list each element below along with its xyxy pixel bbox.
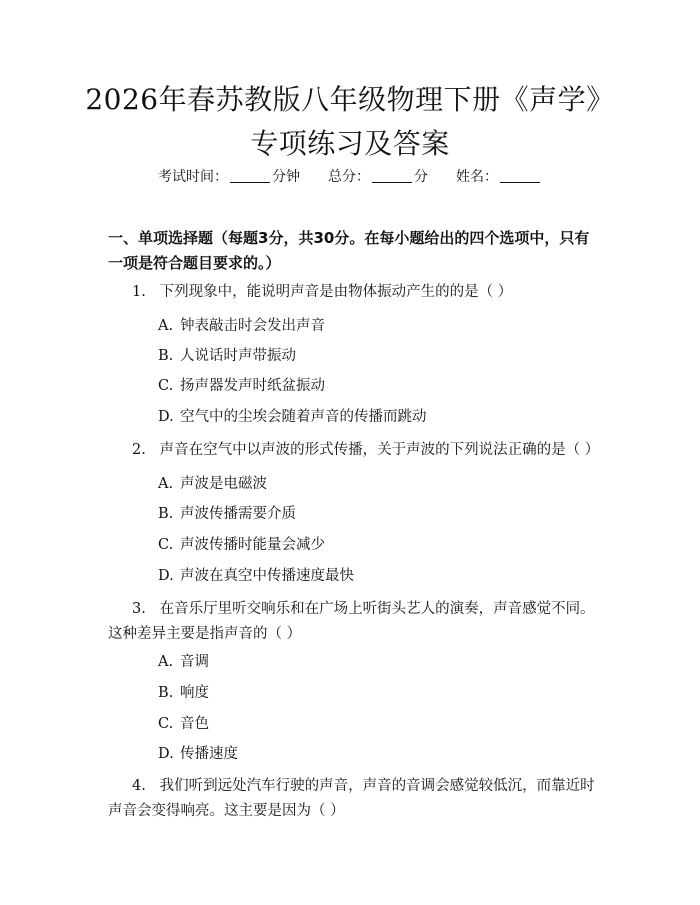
option-letter: B. xyxy=(158,506,174,522)
student-name-blank[interactable] xyxy=(500,168,540,183)
option-letter: D. xyxy=(158,409,174,425)
question-number: 4. xyxy=(132,778,146,794)
question-1-option-c[interactable] xyxy=(158,376,598,396)
question-number: 1. xyxy=(132,284,146,300)
question-2-option-a[interactable] xyxy=(158,474,598,494)
question-1-option-a[interactable] xyxy=(158,316,598,336)
option-text: 声波是电磁波 xyxy=(180,476,267,492)
question-2-option-b[interactable] xyxy=(158,504,598,524)
document-title: 2026年春苏教版八年级物理下册《声学》专项练习及答案 xyxy=(85,83,615,160)
option-letter: D. xyxy=(158,568,174,584)
option-letter: A. xyxy=(158,654,174,670)
question-text: 在音乐厅里听交响乐和在广场上听街头艺人的演奏，声音感觉不同。这种差异主要是指声音的（ ） xyxy=(108,601,595,642)
question-number: 3. xyxy=(132,601,146,617)
exam-time-unit: 分钟 xyxy=(272,169,300,185)
question-text: 我们听到远处汽车行驶的声音，声音的音调会感觉较低沉，而靠近时声音会变得响亮。这主要是因为（ ） xyxy=(108,778,595,819)
question-3-option-b[interactable] xyxy=(158,683,598,703)
question-number: 2. xyxy=(132,442,146,458)
question-1-option-b[interactable] xyxy=(158,346,598,366)
total-score-label: 总分： xyxy=(328,169,370,185)
option-letter: B. xyxy=(158,348,174,364)
question-2-option-c[interactable] xyxy=(158,535,598,555)
option-text: 音调 xyxy=(180,654,209,670)
option-text: 声波传播需要介质 xyxy=(180,506,296,522)
option-letter: B. xyxy=(158,685,174,701)
option-text: 扬声器发声时纸盆振动 xyxy=(180,378,325,394)
option-text: 钟表敲击时会发出声音 xyxy=(180,318,325,334)
option-text: 声波在真空中传播速度最快 xyxy=(180,568,354,584)
section-heading: 一、单项选择题（每题3分，共30分。在每小题给出的四个选项中，只有一项是符合题目要求的。） xyxy=(108,229,590,272)
question-3 xyxy=(108,597,600,647)
total-score-unit: 分 xyxy=(414,169,428,185)
question-3-option-c[interactable] xyxy=(158,714,598,734)
question-2 xyxy=(108,438,600,463)
option-letter: C. xyxy=(158,716,174,732)
option-text: 响度 xyxy=(180,685,209,701)
option-text: 传播速度 xyxy=(180,746,238,762)
option-text: 音色 xyxy=(180,716,209,732)
option-letter: D. xyxy=(158,746,174,762)
question-3-option-d[interactable] xyxy=(158,744,598,764)
option-letter: C. xyxy=(158,378,174,394)
total-score-blank[interactable] xyxy=(372,168,412,183)
option-text: 声波传播时能量会减少 xyxy=(180,537,325,553)
option-letter: A. xyxy=(158,318,174,334)
question-2-option-d[interactable] xyxy=(158,566,598,586)
question-1 xyxy=(108,280,600,305)
exam-time-label: 考试时间： xyxy=(158,169,228,185)
option-letter: C. xyxy=(158,537,174,553)
student-name-label: 姓名： xyxy=(456,169,498,185)
question-text: 下列现象中，能说明声音是由物体振动产生的的是（ ） xyxy=(159,284,513,300)
exam-info-line xyxy=(0,167,700,187)
option-text: 人说话时声带振动 xyxy=(180,348,296,364)
exam-time-blank[interactable] xyxy=(230,168,270,183)
question-3-option-a[interactable] xyxy=(158,652,598,672)
option-letter: A. xyxy=(158,476,174,492)
option-text: 空气中的尘埃会随着声音的传播而跳动 xyxy=(180,409,427,425)
question-4 xyxy=(108,774,600,824)
question-text: 声音在空气中以声波的形式传播，关于声波的下列说法正确的是（ ） xyxy=(159,442,600,458)
question-1-option-d[interactable] xyxy=(158,407,598,427)
